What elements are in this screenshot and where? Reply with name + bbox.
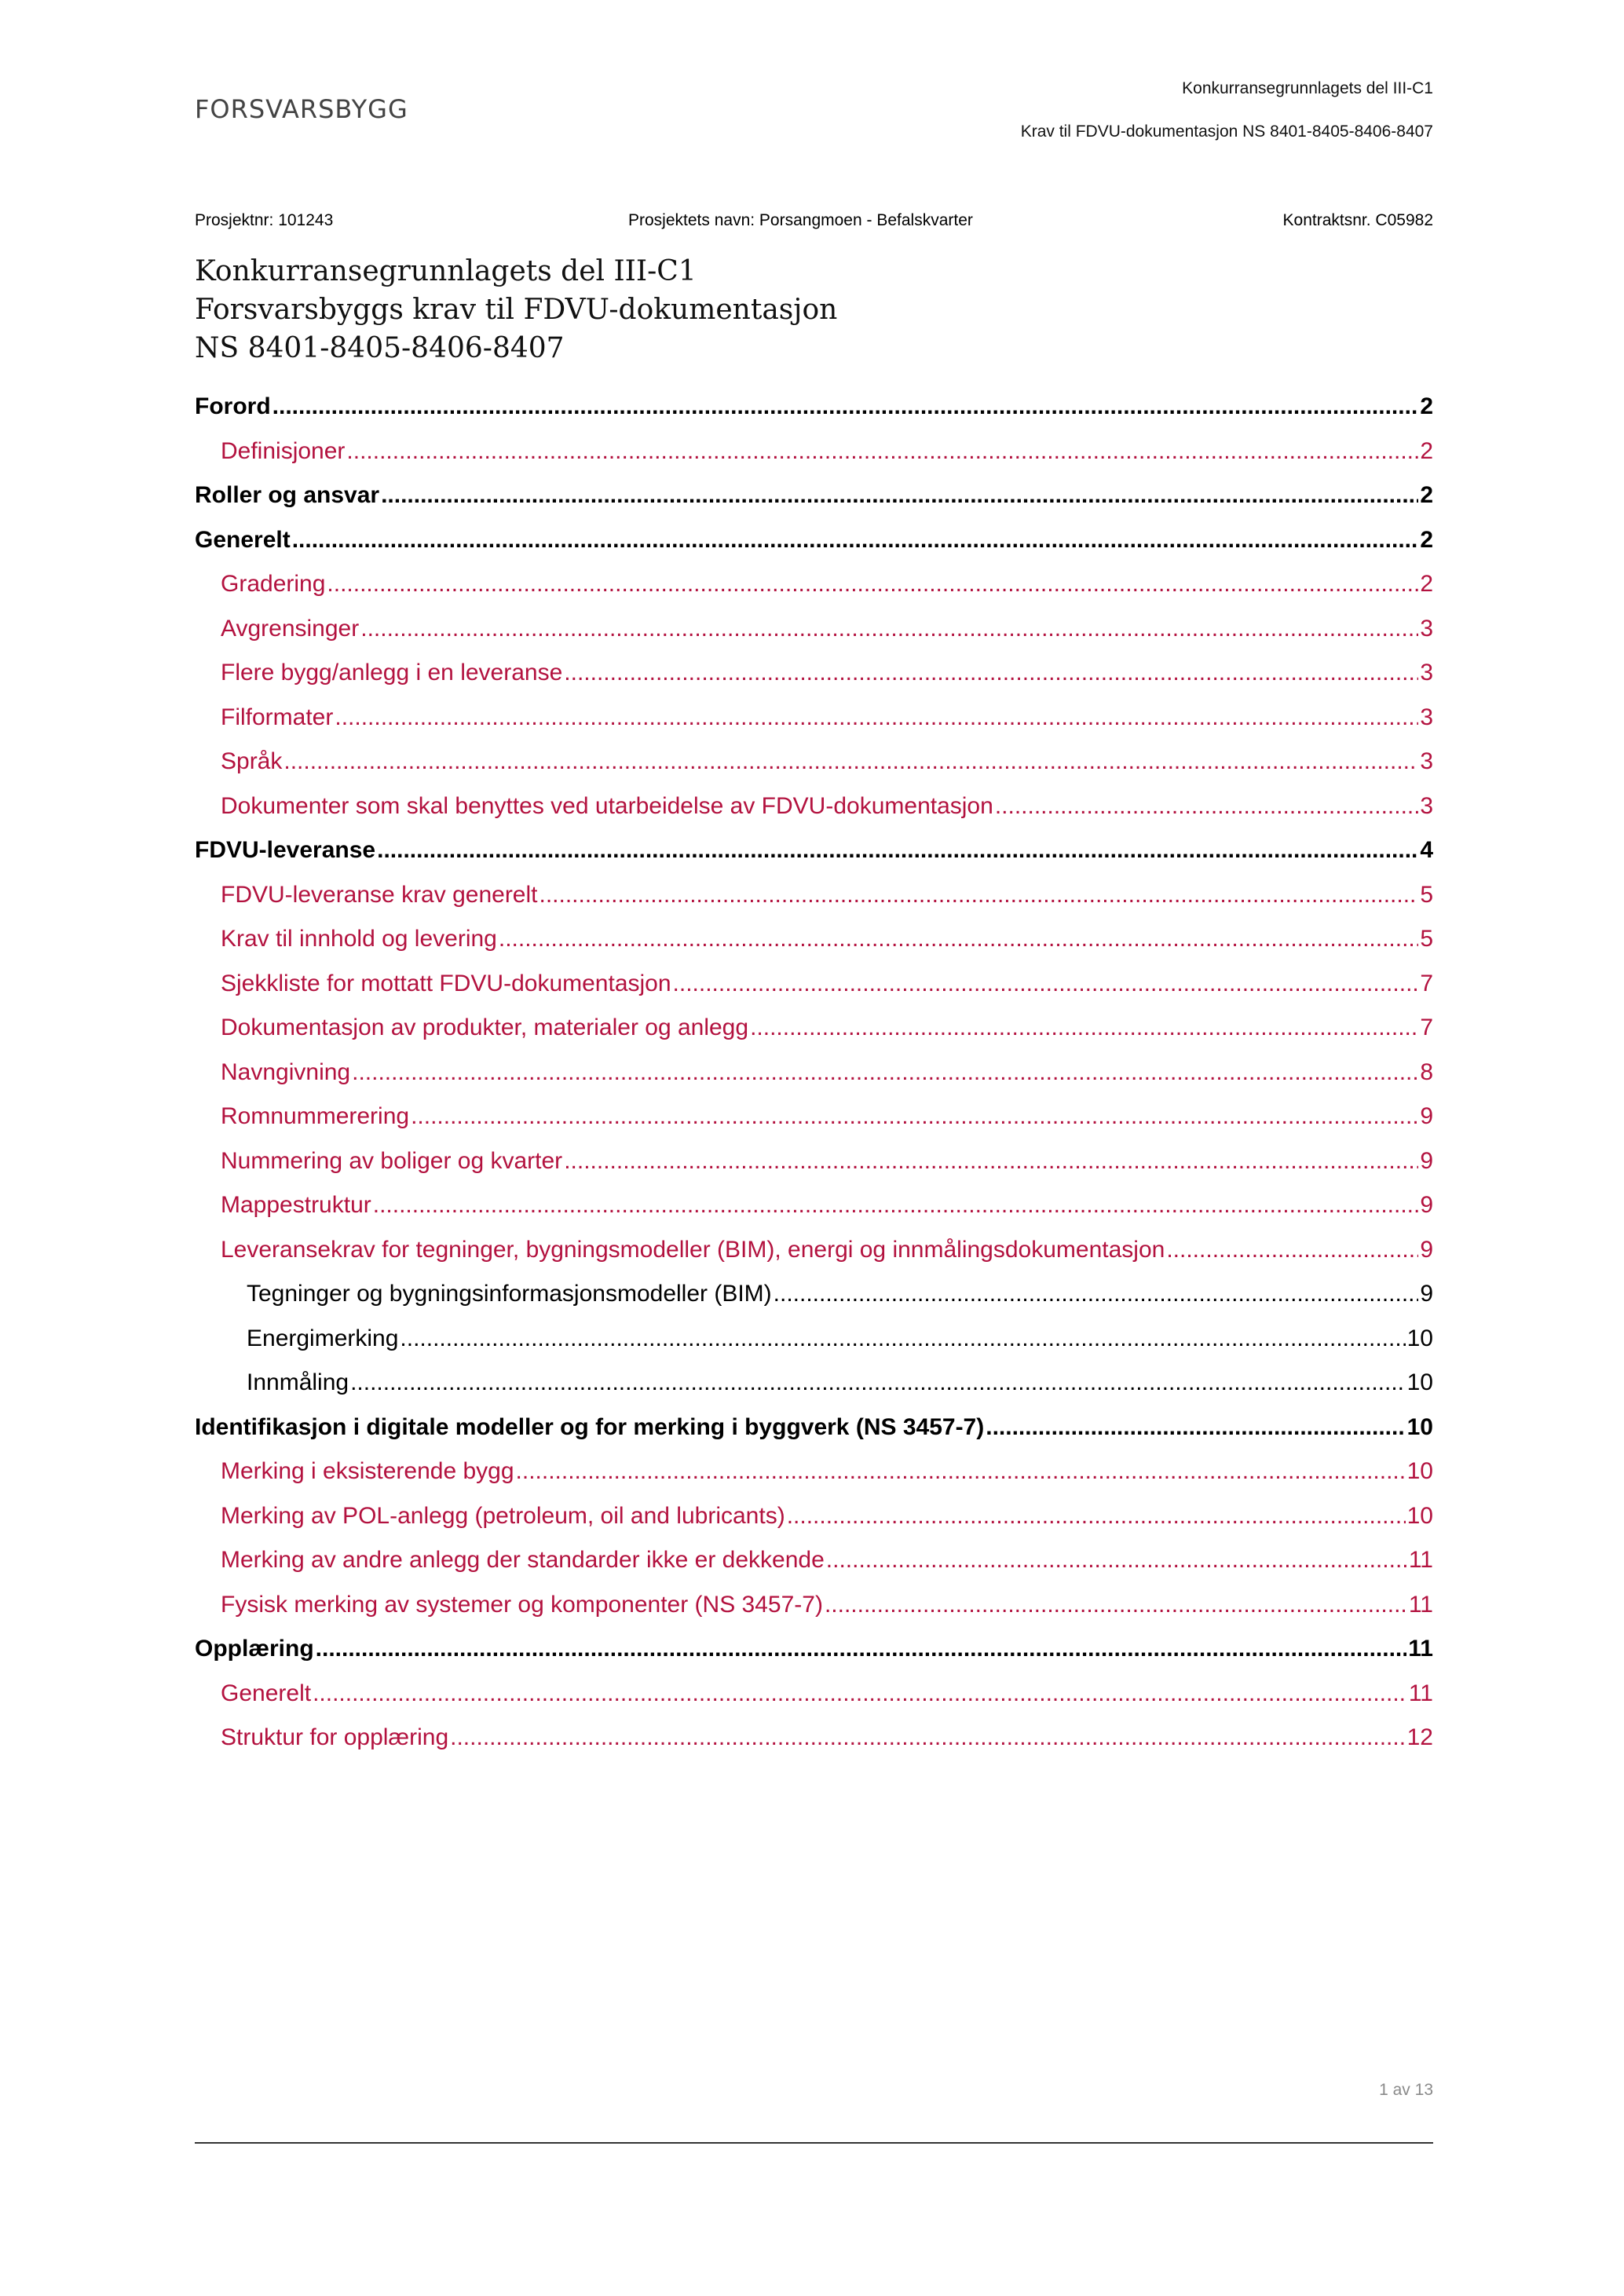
toc-entry-page: 5	[1420, 881, 1433, 908]
toc-dot-leader	[292, 518, 1419, 563]
toc-entry[interactable]	[195, 1627, 1433, 1672]
toc-entry-page: 7	[1420, 1015, 1433, 1040]
toc-entry[interactable]	[195, 1051, 1433, 1095]
toc-entry-page: 11	[1408, 1547, 1433, 1573]
toc-entry-title: Sjekkliste for mottatt FDVU-dokumentasjon	[221, 970, 671, 996]
toc-entry-page: 10	[1406, 1413, 1433, 1440]
toc-entry[interactable]	[195, 828, 1433, 873]
project-number: Prosjektnr: 101243	[195, 211, 334, 229]
toc-entry-title: Leveransekrav for tegninger, bygningsmodeller (BIM), energi og innmålingsdokumentasjon	[221, 1236, 1165, 1263]
toc-entry[interactable]	[195, 430, 1433, 474]
toc-entry-title: Opplæring	[195, 1636, 314, 1662]
toc-dot-leader	[283, 740, 1418, 784]
toc-entry-page: 9	[1420, 1236, 1433, 1263]
toc-entry-title: Definisjoner	[221, 437, 346, 464]
toc-dot-leader	[346, 430, 1418, 474]
toc-entry-title: Romnummerering	[221, 1103, 410, 1129]
toc-dot-leader	[787, 1494, 1406, 1539]
toc-dot-leader	[400, 1317, 1405, 1362]
toc-entry[interactable]	[195, 651, 1433, 696]
toc-dot-leader	[373, 1183, 1419, 1228]
toc-entry[interactable]	[195, 1716, 1433, 1760]
toc-entry-page: 2	[1420, 571, 1433, 597]
toc-entry[interactable]	[195, 962, 1433, 1007]
toc-entry-page: 10	[1406, 1502, 1433, 1529]
toc-entry-title: Navngivning	[221, 1058, 351, 1085]
toc-entry-title: Roller og ansvar	[195, 482, 380, 508]
toc-entry[interactable]	[195, 1095, 1433, 1139]
toc-entry-title: Innmåling	[247, 1369, 349, 1395]
toc-entry[interactable]	[195, 873, 1433, 918]
toc-entry-page: 9	[1420, 1103, 1433, 1129]
toc-entry[interactable]	[195, 1272, 1433, 1317]
toc-entry-title: Forord	[195, 393, 271, 419]
toc-entry[interactable]	[195, 1672, 1433, 1717]
title-line-1: Konkurransegrunnlagets del III-C1	[195, 255, 697, 287]
toc-entry-title: Avgrensinger	[221, 615, 360, 642]
toc-entry[interactable]	[195, 1583, 1433, 1628]
toc-dot-leader	[1166, 1228, 1418, 1273]
toc-entry[interactable]	[195, 917, 1433, 962]
toc-entry[interactable]	[195, 562, 1433, 607]
toc-entry-page: 9	[1420, 1147, 1433, 1174]
toc-entry-page: 2	[1420, 482, 1433, 508]
toc-entry-title: Flere bygg/anlegg i en leveranse	[221, 660, 563, 686]
toc-dot-leader	[986, 1406, 1405, 1450]
footer-divider	[195, 2142, 1433, 2144]
toc-dot-leader	[272, 385, 1419, 430]
toc-dot-leader	[350, 1361, 1406, 1406]
toc-dot-leader	[327, 562, 1418, 607]
toc-entry[interactable]	[195, 1317, 1433, 1362]
toc-entry-title: Fysisk merking av systemer og komponenter (NS 3457-7)	[221, 1591, 823, 1618]
toc-entry-page: 11	[1408, 1591, 1433, 1618]
toc-dot-leader	[381, 473, 1418, 518]
toc-entry-title: Gradering	[221, 571, 326, 597]
toc-entry-page: 3	[1420, 704, 1433, 730]
toc-dot-leader	[335, 696, 1418, 740]
toc-entry[interactable]	[195, 1183, 1433, 1228]
toc-entry-title: Krav til innhold og levering	[221, 926, 497, 952]
toc-entry-page: 12	[1406, 1724, 1433, 1750]
toc-dot-leader	[313, 1672, 1407, 1717]
toc-dot-leader	[540, 873, 1419, 918]
toc-entry-page: 3	[1420, 615, 1433, 642]
toc-entry[interactable]	[195, 784, 1433, 829]
toc-entry-title: Struktur for opplæring	[221, 1724, 449, 1750]
toc-dot-leader	[750, 1006, 1418, 1051]
toc-entry-title: Energimerking	[247, 1325, 399, 1351]
toc-entry[interactable]	[195, 1538, 1433, 1583]
toc-entry-page: 3	[1420, 660, 1433, 686]
toc-entry-page: 3	[1420, 792, 1433, 819]
toc-dot-leader	[995, 784, 1419, 829]
toc-entry-page: 2	[1420, 393, 1433, 419]
toc-entry-title: Filformater	[221, 704, 334, 730]
toc-entry-page: 10	[1406, 1369, 1433, 1395]
toc-dot-leader	[673, 962, 1419, 1007]
toc-dot-leader	[360, 607, 1418, 652]
toc-entry-title: Identifikasjon i digitale modeller og for merking i byggverk (NS 3457-7)	[195, 1413, 985, 1440]
toc-entry-title: FDVU-leveranse	[195, 837, 376, 863]
toc-entry-title: Generelt	[195, 526, 291, 553]
toc-dot-leader	[316, 1627, 1407, 1672]
toc-entry-page: 11	[1408, 1636, 1433, 1662]
table-of-contents	[195, 385, 1433, 1760]
toc-dot-leader	[352, 1051, 1418, 1095]
toc-entry-title: Dokumenter som skal benyttes ved utarbeidelse av FDVU-dokumentasjon	[221, 792, 993, 819]
contract-number: Kontraktsnr. C05982	[1282, 211, 1433, 229]
toc-entry[interactable]	[195, 1406, 1433, 1450]
toc-entry-page: 8	[1420, 1058, 1433, 1085]
toc-entry-page: 7	[1420, 970, 1433, 996]
toc-entry-page: 11	[1408, 1680, 1433, 1706]
toc-entry-page: 9	[1420, 1281, 1433, 1307]
toc-entry-title: Språk	[221, 748, 283, 774]
toc-entry-title: Tegninger og bygningsinformasjonsmodeller (BIM)	[247, 1281, 772, 1307]
toc-entry[interactable]	[195, 607, 1433, 652]
toc-entry[interactable]	[195, 518, 1433, 563]
toc-dot-leader	[377, 828, 1418, 873]
toc-entry[interactable]	[195, 740, 1433, 784]
toc-entry-page: 10	[1406, 1325, 1433, 1351]
toc-dot-leader	[826, 1538, 1407, 1583]
title-line-2: Forsvarsbyggs krav til FDVU-dokumentasjon	[195, 294, 838, 326]
toc-entry-title: Nummering av boliger og kvarter	[221, 1147, 563, 1174]
forsvarsbygg-logo: FORSVARSBYGG	[195, 94, 408, 124]
toc-entry-title: Mappestruktur	[221, 1192, 371, 1218]
header-doc-part: Konkurransegrunnlagets del III-C1	[1182, 79, 1433, 97]
toc-entry[interactable]	[195, 1361, 1433, 1406]
title-line-3: NS 8401-8405-8406-8407	[195, 332, 565, 364]
toc-entry-page: 9	[1420, 1192, 1433, 1218]
document-title	[195, 252, 837, 367]
toc-entry-page: 5	[1420, 926, 1433, 952]
toc-dot-leader	[499, 917, 1418, 962]
toc-entry-title: FDVU-leveranse krav generelt	[221, 881, 538, 908]
toc-entry-title: Merking i eksisterende bygg	[221, 1458, 514, 1484]
header-doc-subtitle: Krav til FDVU-dokumentasjon NS 8401-8405-8406-8407	[1020, 122, 1433, 141]
toc-entry[interactable]	[195, 696, 1433, 740]
toc-entry[interactable]	[195, 1228, 1433, 1273]
toc-dot-leader	[411, 1095, 1418, 1139]
toc-dot-leader	[774, 1272, 1419, 1317]
toc-dot-leader	[450, 1716, 1405, 1760]
toc-entry[interactable]	[195, 1494, 1433, 1539]
toc-entry[interactable]	[195, 385, 1433, 430]
toc-dot-leader	[564, 651, 1418, 696]
toc-entry[interactable]	[195, 1139, 1433, 1184]
toc-dot-leader	[564, 1139, 1418, 1184]
project-name: Prosjektets navn: Porsangmoen - Befalskvarter	[628, 211, 973, 229]
toc-entry-title: Merking av andre anlegg der standarder ikke er dekkende	[221, 1547, 825, 1573]
toc-dot-leader	[825, 1583, 1407, 1628]
toc-entry-page: 4	[1420, 837, 1433, 863]
toc-entry-title: Merking av POL-anlegg (petroleum, oil and lubricants)	[221, 1502, 785, 1529]
toc-entry-title: Dokumentasjon av produkter, materialer og anlegg	[221, 1015, 749, 1040]
toc-entry-page: 2	[1420, 526, 1433, 553]
toc-entry-page: 2	[1420, 437, 1433, 464]
toc-entry[interactable]	[195, 1006, 1433, 1051]
toc-entry[interactable]	[195, 473, 1433, 518]
toc-entry[interactable]	[195, 1450, 1433, 1494]
toc-entry-page: 10	[1406, 1458, 1433, 1484]
toc-dot-leader	[516, 1450, 1406, 1494]
toc-entry-title: Generelt	[221, 1680, 312, 1706]
toc-entry-page: 3	[1420, 748, 1433, 774]
page-indicator: 1 av 13	[1379, 2081, 1433, 2099]
